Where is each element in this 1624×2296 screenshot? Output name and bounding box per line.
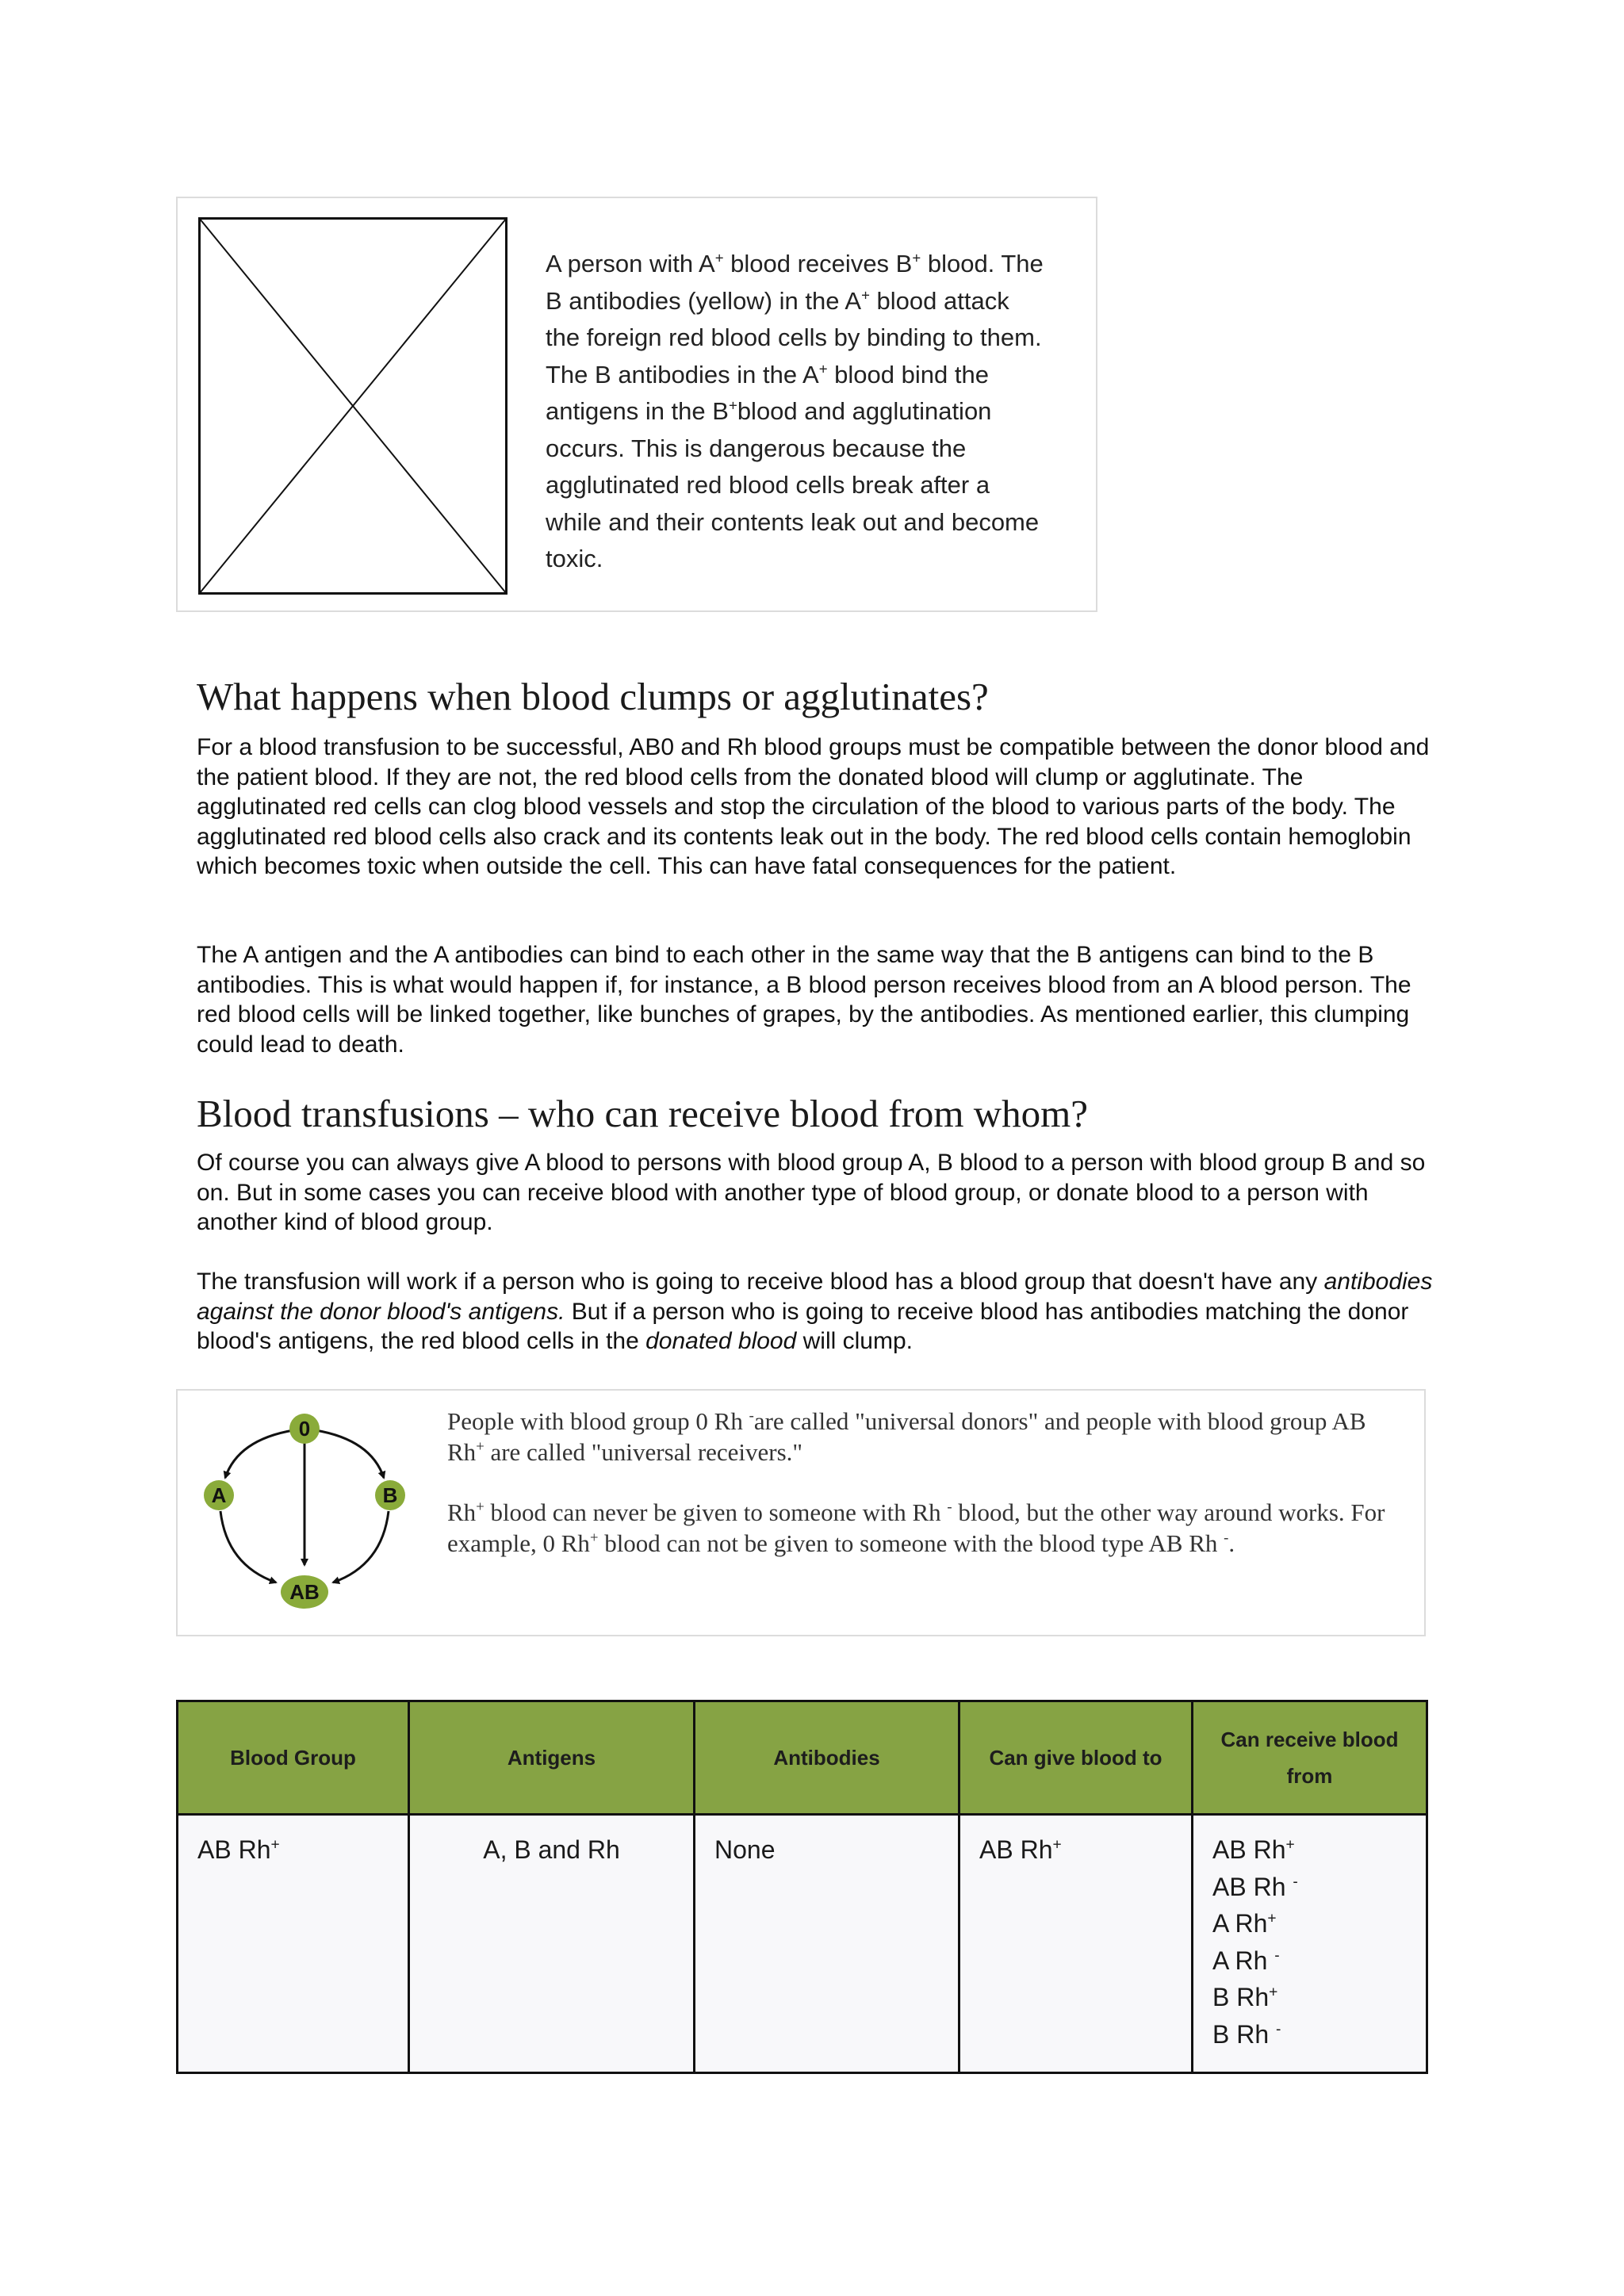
caption-line: A person with A+ blood receives B+ blood. The [546,249,1044,277]
cell-blood-group: AB Rh+ [178,1815,409,2073]
caption-line: the foreign red blood cells by binding to them. [546,323,1042,351]
caption-line: The B antibodies in the A+ blood bind the [546,360,989,388]
table-header-row [178,1701,1427,1815]
svg-text:B: B [382,1483,398,1507]
section-heading-transfusions: Blood transfusions – who can receive blood from whom? [197,1092,1089,1135]
universal-text-paragraph: People with blood group 0 Rh -are called "universal donors" and people with blood group AB Rh+ are called "universal receivers." [447,1407,1366,1466]
rh-text-paragraph: Rh+ blood can never be given to someone with Rh - blood, but the other way around works. For example, 0 Rh+ blood can not be given to someone with the blood type AB Rh -. [447,1498,1385,1557]
cell-antibodies: None [695,1815,959,2073]
receive-item: AB Rh+ [1212,1835,1295,1864]
receive-item: A Rh - [1212,1946,1280,1975]
receive-item: B Rh+ [1212,1983,1278,2011]
caption-line: B antibodies (yellow) in the A+ blood attack [546,286,1009,315]
caption-line: toxic. [546,545,603,572]
svg-text:0: 0 [298,1417,311,1441]
cell-antigens: A, B and Rh [409,1815,695,2073]
node-0 [289,1414,320,1444]
receive-item: A Rh+ [1212,1909,1277,1938]
header-blood-group: Blood Group [178,1701,409,1815]
universal-donor-text [447,1406,1407,1559]
header-antigens: Antigens [409,1701,695,1815]
blood-group-table [176,1700,1428,2074]
header-can-receive: Can receive blood from [1193,1701,1427,1815]
node-ab [281,1575,328,1609]
paragraph: The A antigen and the A antibodies can bind to each other in the same way that the B antigens can bind to the B antibodies. This is what would happen if, for instance, a B blood person receives blood from an A blood person. The red blood cells will be linked together, like bunches of grapes, by the antibodies. As mentioned earlier, this clumping could lead to death. [197,942,1411,1058]
figure-universal-donors [176,1389,1426,1636]
missing-image-placeholder [198,217,508,595]
blood-compatibility-diagram [200,1410,422,1621]
node-a [204,1480,234,1510]
node-b [375,1480,405,1510]
header-can-give: Can give blood to [959,1701,1193,1815]
caption-line: occurs. This is dangerous because the [546,434,967,462]
cell-can-give: AB Rh+ [959,1815,1193,2073]
cell-can-receive [1193,1815,1427,2073]
paragraph: For a blood transfusion to be successful, AB0 and Rh blood groups must be compatible between the donor blood and the patient blood. If they are not, the red blood cells from the donated blood will clump or agglutinate. The agglutinated red cells can clog blood vessels and stop the circulation of the blood to various parts of the body. The agglutinated red blood cells also crack and its contents leak out in the body. The red blood cells contain hemoglobin which becomes toxic when outside the cell. This can have fatal consequences for the patient. [197,734,1430,880]
figure-agglutination [176,197,1097,612]
caption-line: agglutinated red blood cells break after a [546,471,990,499]
receive-item: AB Rh - [1212,1872,1298,1901]
receive-item: B Rh - [1212,2019,1281,2049]
table-row [178,1815,1427,2073]
paragraph: Of course you can always give A blood to persons with blood group A, B blood to a person with blood group B and so on. But in some cases you can receive blood with another type of blood group, or donate blood to a person with another kind of blood group. [197,1150,1426,1236]
svg-text:A: A [211,1483,227,1507]
section-heading-agglutination: What happens when blood clumps or agglutinates? [197,675,989,718]
header-antibodies: Antibodies [695,1701,959,1815]
caption-line: while and their contents leak out and become [546,507,1040,536]
svg-text:AB: AB [289,1580,320,1604]
paragraph: The transfusion will work if a person who is going to receive blood has a blood group that doesn't have any antibodies against the donor blood's antigens. But if a person who is going to receive blood has antibodies matching the donor blood's antigens, the red blood cells in the donated blood will clump. [197,1269,1433,1355]
caption-line: antigens in the B+blood and agglutination [546,396,992,425]
figure-caption [546,246,1085,578]
